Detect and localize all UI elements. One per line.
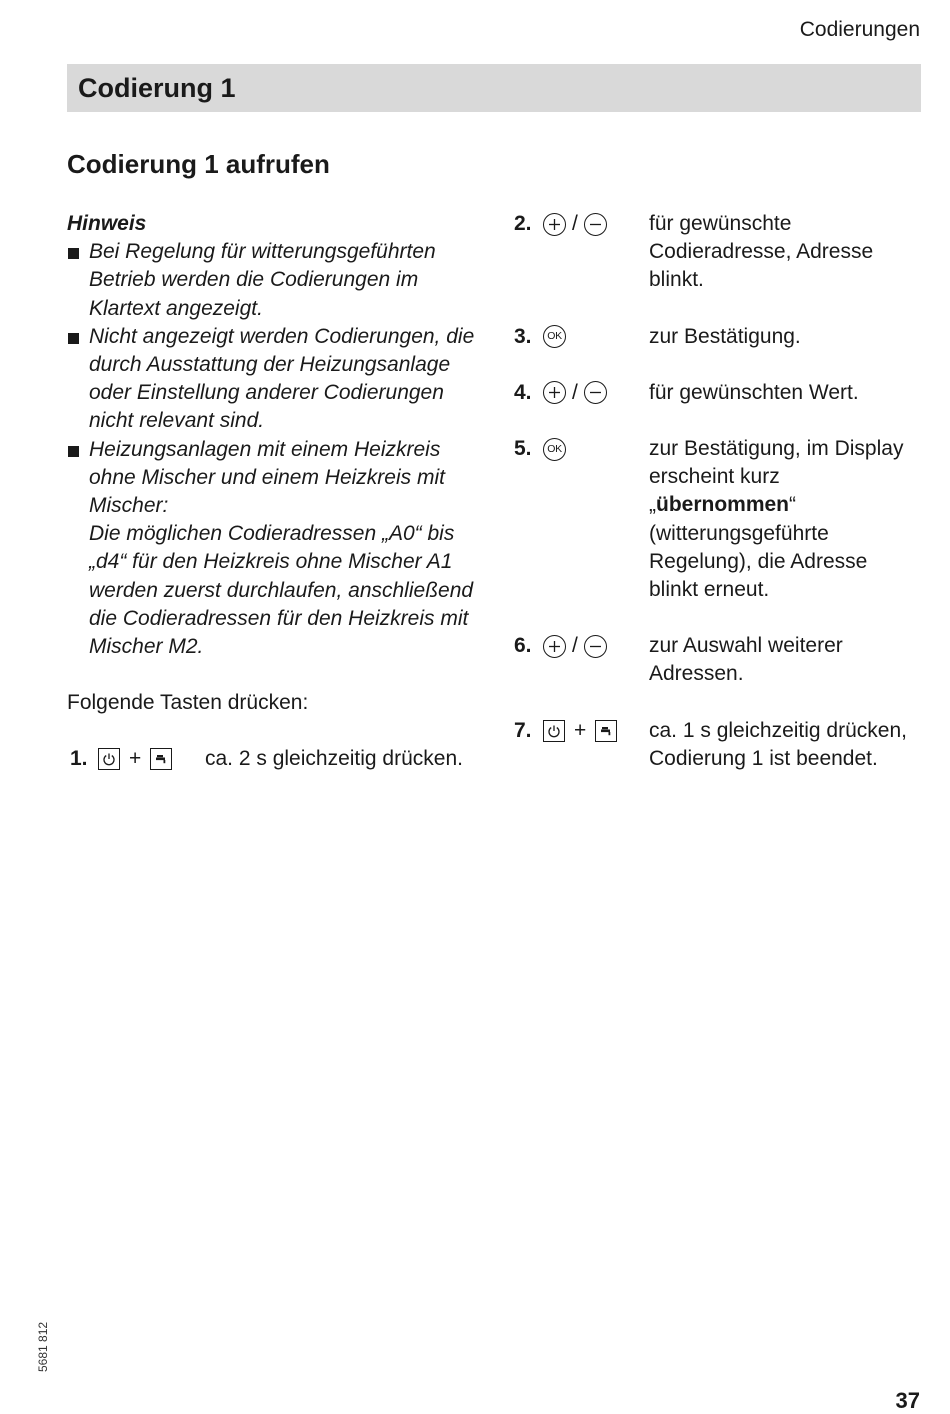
step-number: 2. [514,212,532,235]
bullet-square-icon [68,248,79,259]
slash-separator: / [572,634,578,658]
step-description: für gewünschten Wert. [649,380,859,404]
step-7 [514,717,924,773]
plus-separator: + [574,718,587,742]
section-title: Codierung 1 [78,73,236,103]
note-item [67,323,487,436]
running-header: Codierungen [799,18,920,41]
step-number: 1. [70,747,88,771]
power-icon [543,720,565,742]
step-keys [543,210,607,238]
step-number: 7. [514,718,532,742]
plus-separator: + [129,747,142,771]
minus-circle-icon [584,381,607,404]
step-4 [514,379,924,407]
left-column [67,210,487,805]
plus-circle-icon [543,635,566,658]
bullet-square-icon [68,446,79,457]
slash-separator: / [572,211,578,235]
step-keys [98,745,172,773]
section-title-bar [67,64,921,112]
note-item-text: Heizungsanlagen mit einem Heizkreis ohne Mischer und einem Heizkreis mit Mischer: [89,437,445,518]
power-icon [98,748,120,770]
plus-circle-icon [543,381,566,404]
step-keys [543,323,566,351]
press-instruction: Folgende Tasten drücken: [67,691,309,715]
step-keys [543,379,607,407]
step-description: zur Bestätigung. [649,324,801,348]
step-number: 3. [514,324,532,348]
display-message: übernommen [656,493,790,517]
step-5 [514,435,924,604]
slash-separator: / [572,380,578,404]
note-item [67,238,487,323]
note-item-text: Nicht angezeigt werden Codierungen, die durch Ausstattung der Heizungsanlage oder Einstellung anderer Codierungen nicht relevant sind. [89,324,475,433]
note-item [67,436,487,662]
note-list [67,238,487,661]
step-6 [514,632,924,688]
page-number: 37 [895,1388,920,1413]
ok-circle-icon: OK [543,438,566,461]
step-2 [514,210,924,295]
ok-circle-icon: OK [543,325,566,348]
note-heading: Hinweis [67,212,147,235]
step-description-text: “ (witterungsgeführte Regelung), die Adresse blinkt erneut. [649,493,868,602]
bullet-square-icon [68,333,79,344]
step-3 [514,323,924,351]
tap-icon [150,748,172,770]
step-description: ca. 2 s gleichzeitig drücken. [205,747,463,771]
step-description: für gewünschte Codieradresse, Adresse blinkt. [649,212,874,292]
plus-circle-icon [543,213,566,236]
step-number: 4. [514,380,532,404]
step-description: ca. 1 s gleichzeitig drücken, Codierung 1 ist beendet. [649,718,907,770]
step-keys [543,632,607,660]
right-column [514,210,924,801]
subsection-title: Codierung 1 aufrufen [67,149,330,179]
note-item-text: Bei Regelung für witterungsgeführten Betrieb werden die Codierungen im Klartext angezeigt. [89,240,436,320]
minus-circle-icon [584,213,607,236]
document-number: 5681 812 [36,1321,50,1372]
step-keys [543,717,617,745]
note-item-continuation: Die möglichen Codieradressen „A0“ bis „d4“ für den Heizkreis ohne Mischer A1 werden zuerst durchlaufen, anschließend die Codieradressen für den Heizkreis mit Mischer M2. [89,522,474,659]
step-description: zur Auswahl weiterer Adressen. [649,634,843,686]
step-description [649,435,921,604]
step-keys [543,435,566,463]
step-description-text: zur Bestätigung, im Display erscheint kurz „ [649,437,904,517]
minus-circle-icon [584,635,607,658]
tap-icon [595,720,617,742]
step-number: 5. [514,437,532,461]
step-number: 6. [514,634,532,658]
step-1 [67,745,487,805]
